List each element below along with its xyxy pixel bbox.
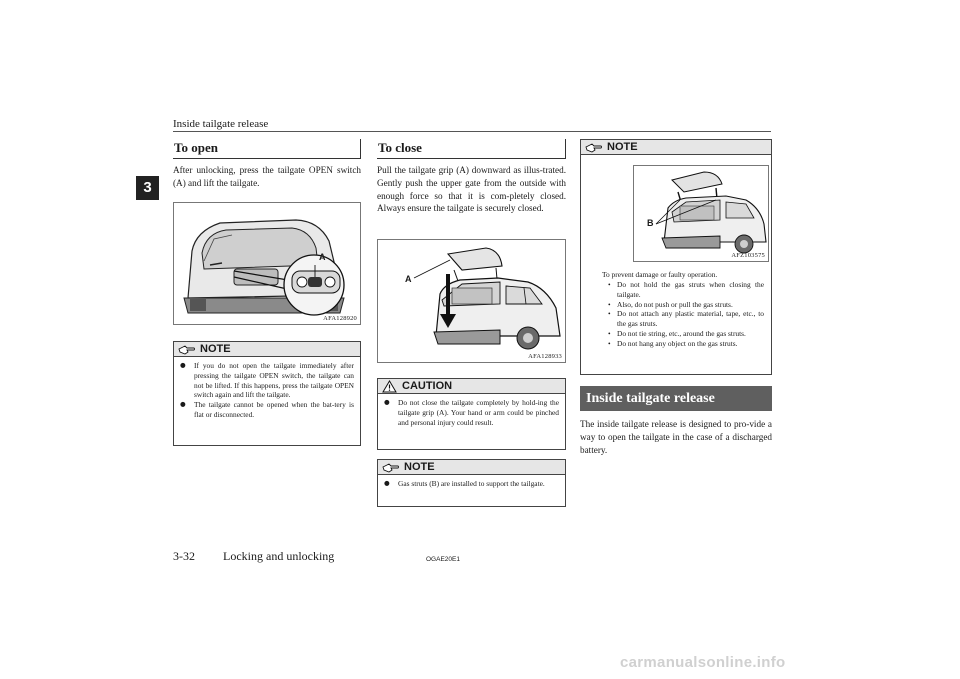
note-label: NOTE	[404, 461, 435, 473]
to-open-note-header	[174, 342, 360, 357]
bullet-icon: •	[608, 328, 611, 338]
right-note-list	[598, 280, 770, 353]
list-item: ● Do not close the tailgate completely by hold-ing the tailgate grip (A). Your hand or arm could be pinched and personal injury could result.	[384, 398, 559, 427]
list-item: • Do not hang any object on the gas struts.	[608, 338, 738, 348]
inside-release-heading: Inside tailgate release	[580, 386, 772, 411]
bullet-icon: ●	[180, 400, 186, 409]
right-note-header	[581, 140, 771, 155]
bullet-icon: •	[608, 299, 611, 309]
right-note-intro: To prevent damage or faulty operation.	[602, 270, 718, 279]
caution-box	[377, 378, 566, 450]
pointing-hand-icon	[178, 344, 195, 355]
to-close-figure-code: AFA128933	[528, 353, 562, 360]
header-rule	[173, 131, 771, 132]
to-close-note-header	[378, 460, 565, 475]
to-open-figure-code: AFA128920	[323, 315, 357, 322]
tailgate-switch-illustration	[174, 203, 360, 324]
document-code: OGAE20E1	[426, 556, 460, 563]
watermark: carmanualsonline.info	[620, 654, 786, 671]
pointing-hand-icon	[585, 142, 602, 153]
bullet-icon: ●	[180, 361, 186, 369]
caution-header	[378, 379, 565, 394]
to-close-callout-a: A	[405, 274, 412, 284]
bullet-icon: •	[608, 338, 611, 348]
list-item: • Also, do not push or pull the gas struts.	[608, 299, 733, 309]
list-item: • Do not tie string, etc., around the gas struts.	[608, 328, 746, 338]
to-open-callout-a: A	[319, 252, 326, 262]
list-item: ● Gas struts (B) are installed to support the tailgate.	[384, 479, 545, 488]
list-item: • Do not attach any plastic material, tape, etc., to the gas struts.	[608, 309, 764, 329]
running-header-title: Inside tailgate release	[173, 118, 269, 130]
bullet-icon: ●	[384, 479, 390, 487]
tailgate-close-illustration	[378, 240, 565, 362]
caution-label: CAUTION	[402, 380, 453, 392]
gas-strut-figure	[633, 165, 769, 262]
right-note-box	[580, 139, 772, 375]
to-open-figure	[173, 202, 361, 325]
to-open-heading: To open	[173, 139, 361, 159]
bullet-icon: •	[608, 280, 611, 289]
bullet-icon: ●	[384, 398, 390, 406]
inside-release-body: The inside tailgate release is designed to pro-vide a way to open the tailgate in the case of a discharged battery.	[580, 419, 772, 455]
gas-strut-illustration	[634, 166, 768, 261]
warning-triangle-icon	[382, 380, 397, 393]
to-open-note-box	[173, 341, 361, 446]
footer-section-title: Locking and unlocking	[223, 549, 335, 563]
to-open-note-list	[174, 357, 360, 426]
pointing-hand-icon	[382, 462, 399, 473]
chapter-tab: 3	[136, 176, 159, 200]
list-item: ● The tailgate cannot be opened when the bat-tery is flat or disconnected.	[180, 400, 354, 419]
to-close-note-list	[378, 475, 565, 495]
to-close-body: Pull the tailgate grip (A) downward as illus-trated. Gently push the upper gate from the outside with enough force so that it is com-pletely closed. Always ensure the tailgate is securely closed.	[377, 165, 566, 214]
to-close-heading: To close	[377, 139, 566, 159]
page-number: 3-32	[173, 549, 195, 563]
list-item: • Do not hold the gas struts when closing the tailgate.	[608, 280, 764, 299]
to-close-note-box	[377, 459, 566, 507]
gas-strut-figure-code: AFZ103575	[731, 252, 765, 259]
to-close-figure	[377, 239, 566, 363]
note-label: NOTE	[200, 343, 231, 355]
list-item: ● If you do not open the tailgate immediately after pressing the tailgate OPEN switch, the tailgate can not be lifted. If this happens, press the tailgate OPEN switch again and lift the tailgate.	[180, 361, 354, 400]
bullet-icon: •	[608, 309, 611, 319]
gas-strut-callout-b: B	[647, 218, 654, 228]
to-open-body: After unlocking, press the tailgate OPEN switch (A) and lift the tailgate.	[173, 165, 361, 188]
note-label: NOTE	[607, 141, 638, 153]
caution-list	[378, 394, 565, 433]
